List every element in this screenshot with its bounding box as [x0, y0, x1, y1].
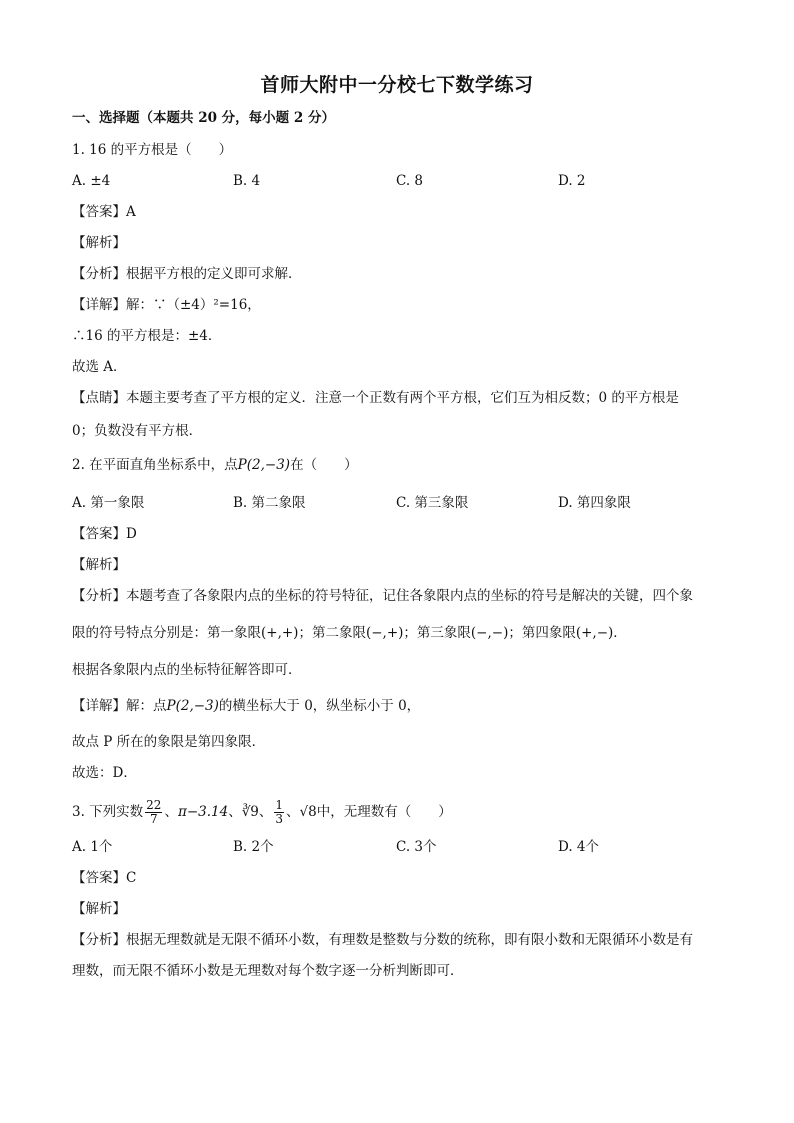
q3-sep2: 、: [228, 804, 242, 820]
q2-stem-post: 在（ ）: [290, 457, 358, 473]
q1-xiangjie: 【详解】解：∵（±4）²=16，: [72, 297, 261, 313]
q3-stem: [72, 794, 452, 830]
section-heading: 一、选择题（本题共 20 分，每小题 2 分）: [72, 110, 335, 126]
q2-option-d: D. 第四象限: [558, 495, 631, 511]
q3-option-a: A. 1个: [72, 839, 113, 855]
q3-sep1: 、: [164, 804, 178, 820]
q3-option-c: C. 3个: [396, 839, 437, 855]
q2-option-a: A. 第一象限: [72, 495, 145, 511]
q2-option-c: C. 第三象限: [396, 495, 469, 511]
q1-stem: 1. 16 的平方根是（ ）: [72, 142, 233, 158]
q2-stem: [72, 456, 358, 474]
q2-choice: 故选：D．: [72, 765, 137, 781]
q3-fenxi-2: 理数，而无限不循环小数是无理数对每个数字逐一分析判断即可．: [72, 963, 464, 979]
q1-analysis-label: 【解析】: [72, 235, 126, 251]
q2-xiangjie-point: P(2,−3): [166, 698, 219, 714]
q2-answer: 【答案】D: [72, 526, 137, 542]
q3-frac1-den: 7: [149, 812, 158, 826]
q1-choice: 故选 A．: [72, 359, 127, 375]
q3-option-d: D. 4个: [558, 839, 600, 855]
q3-cbrt: ∛9: [241, 804, 259, 820]
q2-xiangjie: [72, 697, 420, 715]
q2-fenxi-3: 根据各象限内点的坐标特征解答即可．: [72, 662, 302, 678]
q2-xiangjie-post: 的横坐标大于 0，纵坐标小于 0，: [218, 698, 421, 714]
q2-xiangjie-pre: 【详解】解：点: [72, 698, 167, 714]
q3-sep3: 、: [258, 804, 273, 820]
q2-analysis-label: 【解析】: [72, 557, 126, 573]
q3-frac1-num: 22: [146, 798, 162, 812]
q3-frac2-num: 1: [275, 798, 284, 812]
q3-analysis-label: 【解析】: [72, 901, 126, 917]
q2-point: P(2,−3): [237, 457, 291, 473]
q2-stem-pre: 2. 在平面直角坐标系中，点: [72, 457, 238, 473]
q3-fraction-22-7: [145, 799, 162, 826]
q3-frac2-den: 3: [275, 812, 284, 826]
q2-conclusion: 故点 P 所在的象限是第四象限．: [72, 734, 266, 750]
q3-sqrt: √8: [299, 804, 317, 820]
q2-fenxi-2: 限的符号特点分别是：第一象限(+,+)；第二象限(−,+)；第三象限(−,−)；第四象限(+,−)．: [72, 625, 627, 641]
q1-fenxi: 【分析】根据平方根的定义即可求解．: [72, 266, 302, 282]
page-title: 首师大附中一分校七下数学练习: [260, 74, 534, 96]
q3-pi-expr: π−3.14: [177, 804, 229, 820]
q2-option-b: B. 第二象限: [233, 495, 306, 511]
q2-fenxi-1: 【分析】本题考查了各象限内点的坐标的符号特征，记住各象限内点的坐标的符号是解决的关键，四个象: [72, 588, 693, 604]
q1-option-c: C. 8: [396, 173, 424, 189]
q3-option-b: B. 2个: [233, 839, 274, 855]
q1-dianjing-1: 【点睛】本题主要考查了平方根的定义．注意一个正数有两个平方根，它们互为相反数；0 的平方根是: [72, 390, 679, 406]
q3-sep4: 、: [286, 804, 300, 820]
q3-fenxi-1: 【分析】根据无理数就是无限不循环小数，有理数是整数与分数的统称，即有限小数和无限循环小数是有: [72, 932, 693, 948]
q1-option-a: A. ±4: [72, 173, 111, 189]
q1-dianjing-2: 0；负数没有平方根．: [72, 423, 203, 439]
q3-fraction-1-3: [274, 799, 284, 826]
q1-option-d: D. 2: [558, 173, 586, 189]
q1-answer: 【答案】A: [72, 204, 136, 220]
q1-option-b: B. 4: [233, 173, 261, 189]
q3-stem-pre: 3. 下列实数: [72, 804, 144, 820]
q3-answer: 【答案】C: [72, 870, 137, 886]
q1-therefore: ∴16 的平方根是：±4．: [72, 328, 222, 344]
q3-stem-post: 中，无理数有（ ）: [316, 804, 452, 820]
